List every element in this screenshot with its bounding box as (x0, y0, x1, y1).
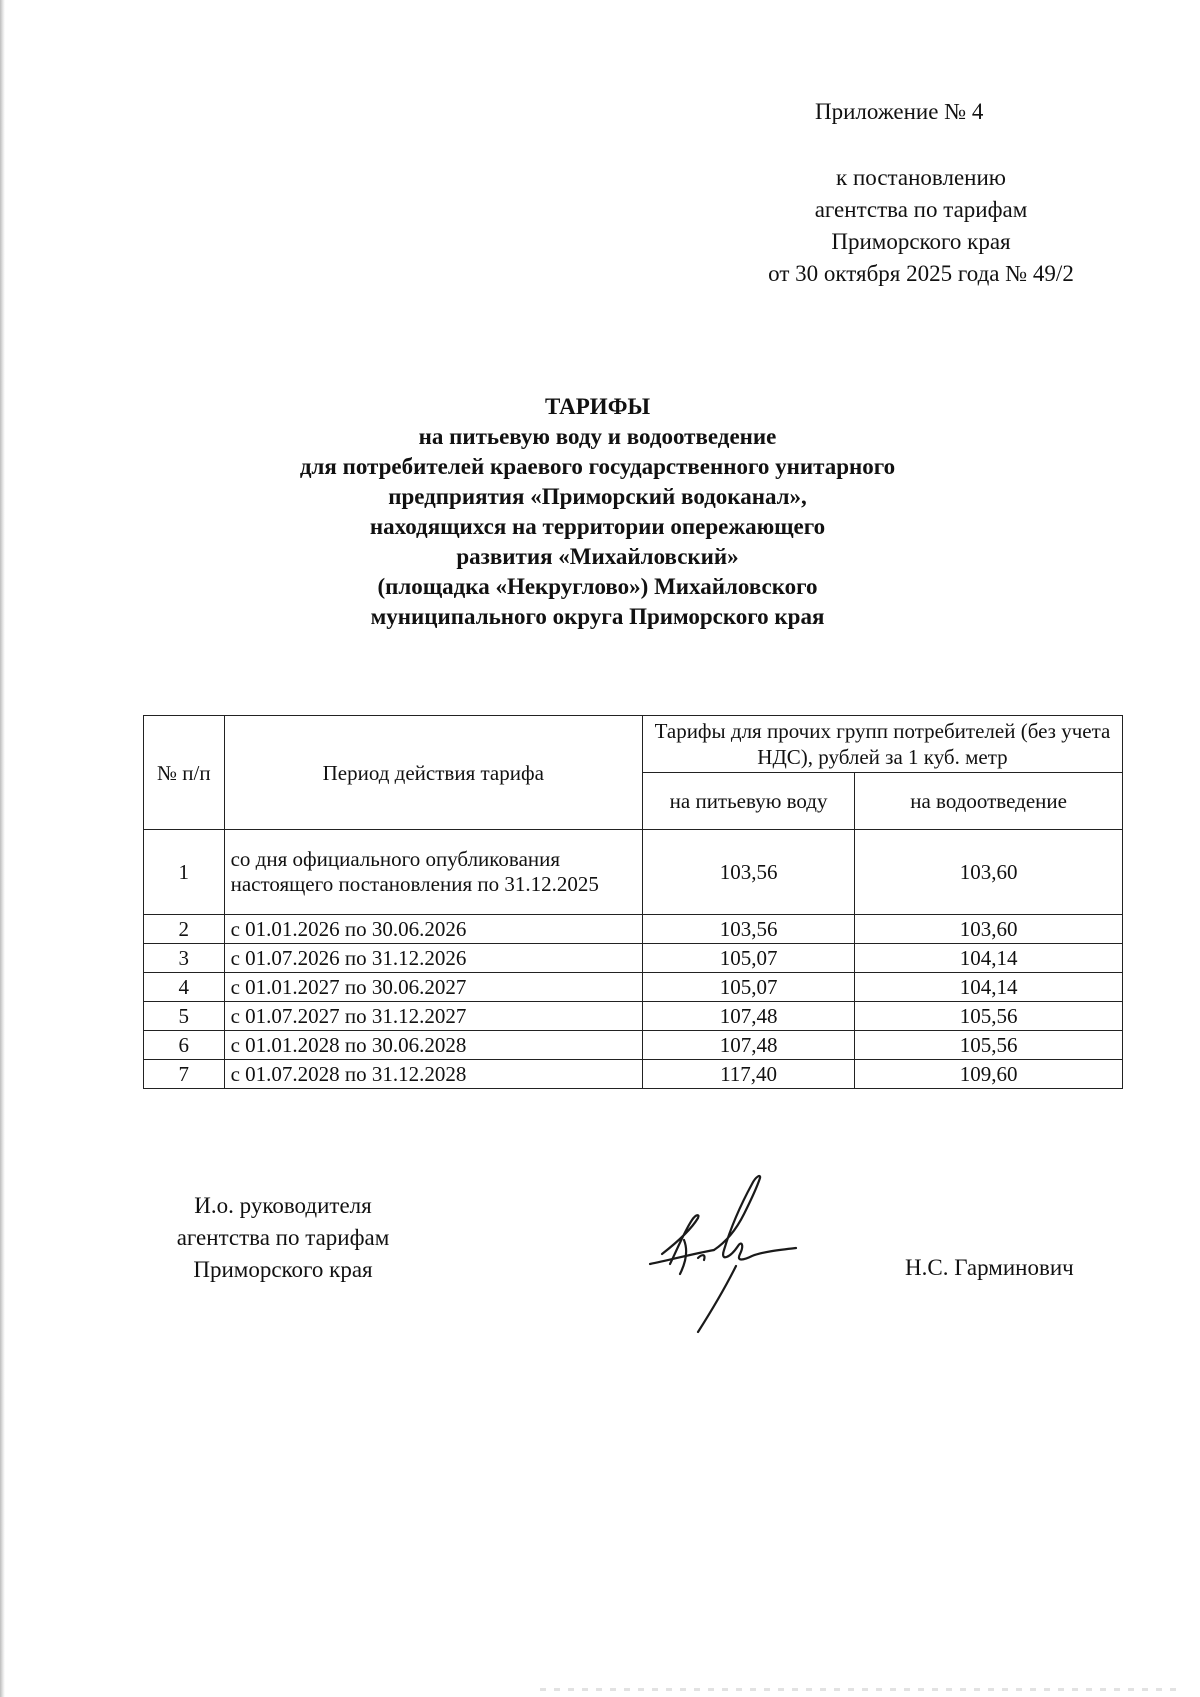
table-row (144, 830, 1123, 915)
signer-name: Н.С. Гарминович (905, 1255, 1074, 1280)
title-line: на питьевую воду и водоотведение (418, 424, 777, 449)
header-period: Период действия тарифа (224, 716, 642, 830)
row-period: с 01.01.2026 по 30.06.2026 (224, 915, 642, 944)
row-water-tariff: 107,48 (642, 1002, 854, 1031)
title-line: ТАРИФЫ (544, 394, 651, 419)
title-line: муниципального округа Приморского края (370, 604, 825, 629)
attachment-ref-line: к постановлению (836, 165, 1006, 190)
table-row (144, 944, 1123, 973)
row-num: 1 (144, 830, 225, 915)
row-period: с 01.01.2028 по 30.06.2028 (224, 1031, 642, 1060)
row-wastewater-tariff: 109,60 (855, 1060, 1123, 1089)
table-row (144, 1002, 1123, 1031)
title-line: развития «Михайловский» (456, 544, 739, 569)
row-wastewater-tariff: 103,60 (855, 915, 1123, 944)
title-line: предприятия «Приморский водоканал», (388, 484, 807, 509)
attachment-ref-line: агентства по тарифам (814, 197, 1028, 222)
signer-position-line: агентства по тарифам (176, 1225, 390, 1250)
row-water-tariff: 105,07 (642, 973, 854, 1002)
table-row (144, 973, 1123, 1002)
attachment-ref-line: от 30 октября 2025 года № 49/2 (768, 261, 1074, 286)
row-wastewater-tariff: 104,14 (855, 973, 1123, 1002)
title-line: для потребителей краевого государственного унитарного (299, 454, 896, 479)
signer-position-line: Приморского края (193, 1257, 373, 1282)
scan-artifact (540, 1688, 1180, 1691)
table-row (144, 1060, 1123, 1089)
row-num: 7 (144, 1060, 225, 1089)
row-period: с 01.07.2027 по 31.12.2027 (224, 1002, 642, 1031)
handwritten-signature (640, 1170, 810, 1340)
scan-left-edge (0, 0, 5, 1697)
row-period: со дня официального опубликования настоящего постановления по 31.12.2025 (224, 830, 642, 915)
title-line: находящихся на территории опережающего (369, 514, 826, 539)
row-wastewater-tariff: 104,14 (855, 944, 1123, 973)
attachment-number: Приложение № 4 (815, 99, 984, 124)
table-row (144, 915, 1123, 944)
row-period: с 01.07.2028 по 31.12.2028 (224, 1060, 642, 1089)
signer-position (138, 1190, 428, 1286)
header-tariff-group: Тарифы для прочих групп потребителей (без учета НДС), рублей за 1 куб. метр (642, 716, 1122, 773)
table-header-row (144, 716, 1123, 773)
header-num: № п/п (144, 716, 225, 830)
row-period: с 01.01.2027 по 30.06.2027 (224, 973, 642, 1002)
row-water-tariff: 117,40 (642, 1060, 854, 1089)
row-wastewater-tariff: 105,56 (855, 1031, 1123, 1060)
header-wastewater: на водоотведение (855, 773, 1123, 830)
row-wastewater-tariff: 103,60 (855, 830, 1123, 915)
row-period: с 01.07.2026 по 31.12.2026 (224, 944, 642, 973)
signer-position-line: И.о. руководителя (194, 1193, 372, 1218)
header-water: на питьевую воду (642, 773, 854, 830)
attachment-reference (735, 162, 1107, 290)
tariff-table (143, 715, 1123, 1089)
row-num: 5 (144, 1002, 225, 1031)
row-water-tariff: 103,56 (642, 915, 854, 944)
document-title (150, 392, 1045, 632)
row-water-tariff: 107,48 (642, 1031, 854, 1060)
row-num: 3 (144, 944, 225, 973)
row-num: 6 (144, 1031, 225, 1060)
row-water-tariff: 103,56 (642, 830, 854, 915)
row-wastewater-tariff: 105,56 (855, 1002, 1123, 1031)
row-num: 4 (144, 973, 225, 1002)
row-num: 2 (144, 915, 225, 944)
table-row (144, 1031, 1123, 1060)
row-water-tariff: 105,07 (642, 944, 854, 973)
title-line: (площадка «Некруглово») Михайловского (377, 574, 818, 599)
attachment-ref-line: Приморского края (831, 229, 1011, 254)
